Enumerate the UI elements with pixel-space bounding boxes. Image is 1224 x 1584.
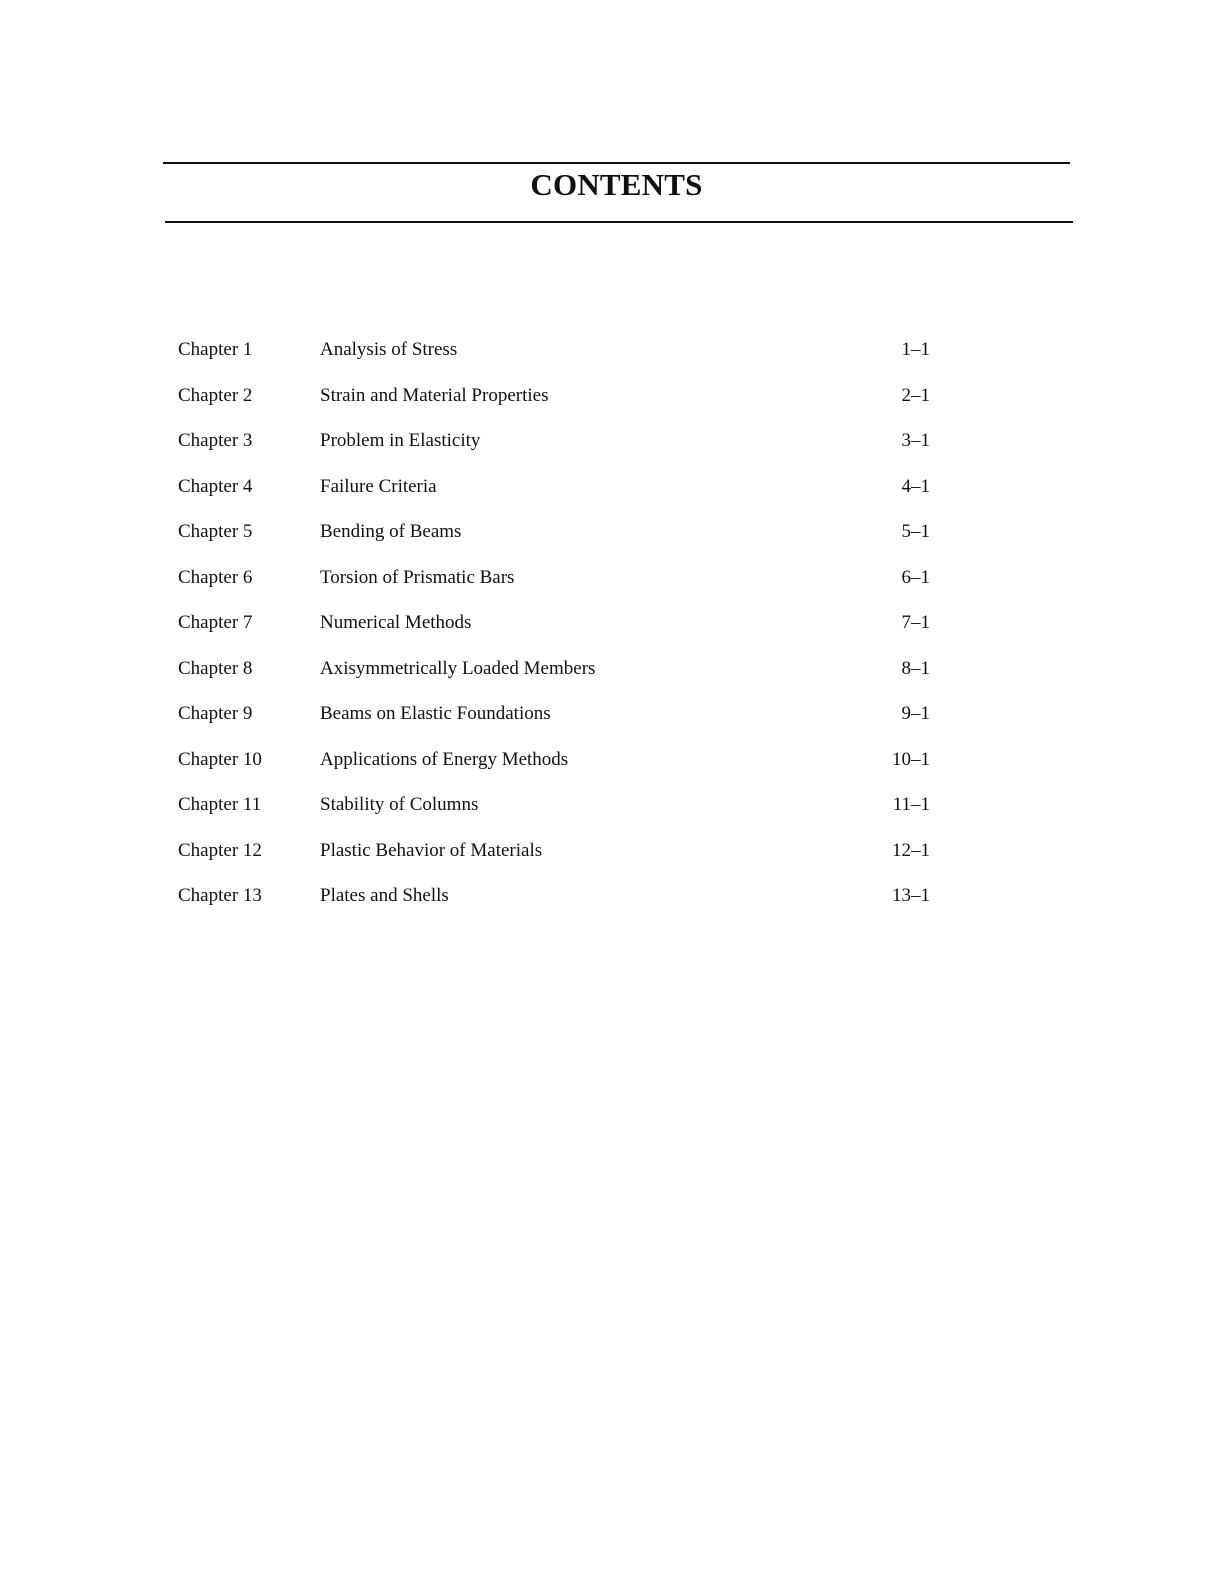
chapter-number: Chapter 13 <box>178 885 262 906</box>
chapter-title: Problem in Elasticity <box>320 430 481 451</box>
chapter-number: Chapter 12 <box>178 839 262 861</box>
toc-entry <box>0 424 1224 470</box>
page-number: 7–1 <box>901 612 930 633</box>
chapter-number: Chapter 10 <box>178 748 262 770</box>
heading-bottom-rule <box>165 221 1073 223</box>
chapter-number: Chapter 4 <box>178 475 253 497</box>
toc-entry <box>0 606 1224 652</box>
chapter-number: Chapter 5 <box>178 521 253 542</box>
chapter-title: Analysis of Stress <box>320 339 458 360</box>
chapter-title: Torsion of Prismatic Bars <box>320 566 515 588</box>
toc-entry <box>0 834 1224 880</box>
chapter-title: Plastic Behavior of Materials <box>320 839 543 861</box>
chapter-number: Chapter 3 <box>178 430 253 451</box>
toc-entry <box>0 697 1224 743</box>
chapter-title: Strain and Material Properties <box>320 384 549 406</box>
chapter-number: Chapter 6 <box>178 566 253 588</box>
chapter-title: Beams on Elastic Foundations <box>320 703 551 724</box>
page-number: 12–1 <box>892 839 930 861</box>
chapter-title: Numerical Methods <box>320 612 472 633</box>
page-number: 1–1 <box>901 339 930 360</box>
chapter-title: Stability of Columns <box>320 794 479 815</box>
page-title: CONTENTS <box>530 167 703 202</box>
page-number: 10–1 <box>892 748 930 770</box>
page-number: 9–1 <box>901 703 930 724</box>
toc-entry <box>0 333 1224 379</box>
chapter-number: Chapter 11 <box>178 794 262 815</box>
chapter-title: Axisymmetrically Loaded Members <box>320 657 596 679</box>
toc-entry <box>0 652 1224 698</box>
toc-entry <box>0 743 1224 789</box>
table-of-contents <box>0 333 1224 925</box>
toc-entry <box>0 379 1224 425</box>
chapter-title: Bending of Beams <box>320 521 462 542</box>
toc-entry <box>0 470 1224 516</box>
chapter-number: Chapter 1 <box>178 339 253 360</box>
chapter-title: Failure Criteria <box>320 475 437 497</box>
page-number: 8–1 <box>901 657 930 679</box>
page-number: 4–1 <box>901 475 930 497</box>
page-number: 2–1 <box>901 384 930 406</box>
toc-entry <box>0 561 1224 607</box>
chapter-title: Plates and Shells <box>320 885 449 906</box>
page-number: 5–1 <box>901 521 930 542</box>
chapter-number: Chapter 9 <box>178 703 253 724</box>
toc-entry <box>0 515 1224 561</box>
toc-entry <box>0 788 1224 834</box>
page-number: 6–1 <box>901 566 930 588</box>
page-number: 11–1 <box>892 794 930 815</box>
page-number: 3–1 <box>901 430 930 451</box>
chapter-number: Chapter 7 <box>178 612 253 633</box>
page-number: 13–1 <box>892 885 930 906</box>
chapter-title: Applications of Energy Methods <box>320 748 569 770</box>
toc-entry <box>0 879 1224 925</box>
chapter-number: Chapter 8 <box>178 657 253 679</box>
chapter-number: Chapter 2 <box>178 384 253 406</box>
